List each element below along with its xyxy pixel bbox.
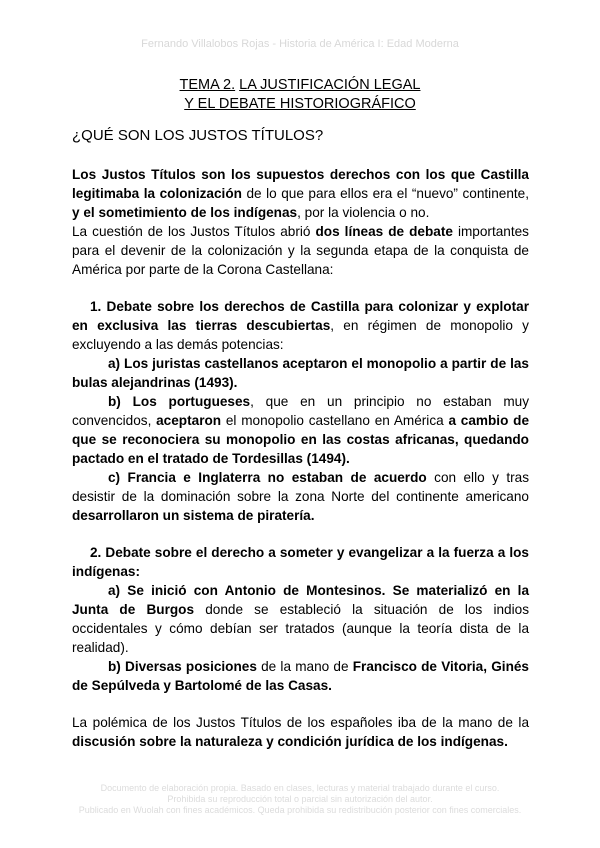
debate2-b-text-1: de la mano de (256, 659, 353, 674)
section-heading: ¿QUÉ SON LOS JUSTOS TÍTULOS? (72, 127, 324, 144)
title-line-2: Y EL DEBATE HISTORIOGRÁFICO (184, 96, 416, 112)
footer-line-1: Documento de elaboración propia. Basado en clases, lecturas y material trabajado durante el curso. (100, 783, 500, 793)
page-title (0, 76, 600, 114)
page-header: Fernando Villalobos Rojas - Historia de América I: Edad Moderna (141, 38, 459, 50)
debate-1-item-c (72, 468, 529, 525)
debate2-a-text: donde se estableció la situación de los indios occidentales y cómo debían ser tratados (aunque la teoría dista de la realidad). (72, 602, 529, 655)
debate1-bold: 1. Debate sobre los derechos de Castilla para colonizar y explotar en exclusiva las tierras descubiertas (72, 299, 529, 333)
debate-1-item-b (72, 392, 529, 468)
debate1-b-bold-3: a cambio de que se reconociera su monopolio en las costas africanas, quedando pactado en el tratado de Tordesillas (1494). (72, 413, 530, 466)
conclusion-paragraph (72, 713, 529, 751)
debate1-a-bold: a) Los juristas castellanos aceptaron el monopolio a partir de las bulas alejandrinas (1493). (72, 356, 529, 390)
debate-1-item-a (72, 354, 529, 392)
debate-2-heading (72, 543, 529, 581)
intro-text-2: , por la violencia o no. (297, 205, 430, 220)
intro-text-1: de lo que para ellos era el “nuevo” continente, (241, 186, 529, 201)
debate2-b-bold-1: b) Diversas posiciones (108, 659, 257, 674)
debate1-text: , en régimen de monopolio y excluyendo a las demás potencias: (72, 318, 529, 352)
footer-line-2: Prohibida su reproducción total o parcial sin autorización del autor. (167, 794, 433, 804)
debate2-b-bold-2: Francisco de Vitoria, Ginés de Sepúlveda y Bartolomé de las Casas. (72, 659, 529, 693)
conclusion-bold: discusión sobre la naturaleza y condición jurídica de los indígenas. (72, 734, 508, 749)
intro-paragraph (72, 165, 529, 222)
debate2-bold: 2. Debate sobre el derecho a someter y evangelizar a la fuerza a los indígenas: (72, 545, 529, 579)
intro2-text-2: importantes para el devenir de la colonización y la segunda etapa de la conquista de América por parte de la Corona Castellana: (72, 224, 529, 277)
title-line-1 (0, 76, 600, 95)
footer-line-3: Publicado en Wuolah con fines académicos. Queda prohibida su redistribución posterior con fines comerciales. (78, 805, 522, 815)
debate-2-item-b (72, 657, 529, 695)
debate2-a-bold: a) Se inició con Antonio de Montesinos. Se materializó en la Junta de Burgos (72, 583, 529, 617)
debate1-b-bold-2: aceptaron (151, 413, 222, 428)
intro2-text-1: La cuestión de los Justos Títulos abrió (72, 224, 316, 239)
debate1-b-text-2: el monopolio castellano en América (221, 413, 449, 428)
document-body (72, 165, 529, 751)
conclusion-text: La polémica de los Justos Títulos de los españoles iba de la mano de la (72, 715, 529, 730)
debate-2-item-a (72, 581, 529, 657)
debate1-c-bold-1: c) Francia e Inglaterra no estaban de acuerdo (108, 470, 427, 485)
title-main: LA JUSTIFICACIÓN LEGAL (239, 77, 421, 93)
debate1-b-bold-1: b) Los portugueses (108, 394, 251, 409)
debate1-c-text-1: con ello y tras desistir de la dominación sobre la zona Norte del continente americano (72, 470, 529, 504)
debate1-b-text-1: , que en un principio no estaban muy convencidos, (72, 394, 530, 428)
page-footer (0, 783, 600, 816)
debate1-c-bold-2: desarrollaron un sistema de piratería. (72, 508, 315, 523)
intro2-bold-1: dos líneas de debate (315, 224, 453, 239)
intro-paragraph-2 (72, 222, 529, 279)
debate-1-heading (72, 297, 529, 354)
title-number: TEMA 2. (179, 77, 236, 93)
intro-bold-2: y el sometimiento de los indígenas (72, 205, 298, 220)
intro-bold-1: Los Justos Títulos son los supuestos derechos con los que Castilla legitimaba la colonización (72, 167, 529, 201)
